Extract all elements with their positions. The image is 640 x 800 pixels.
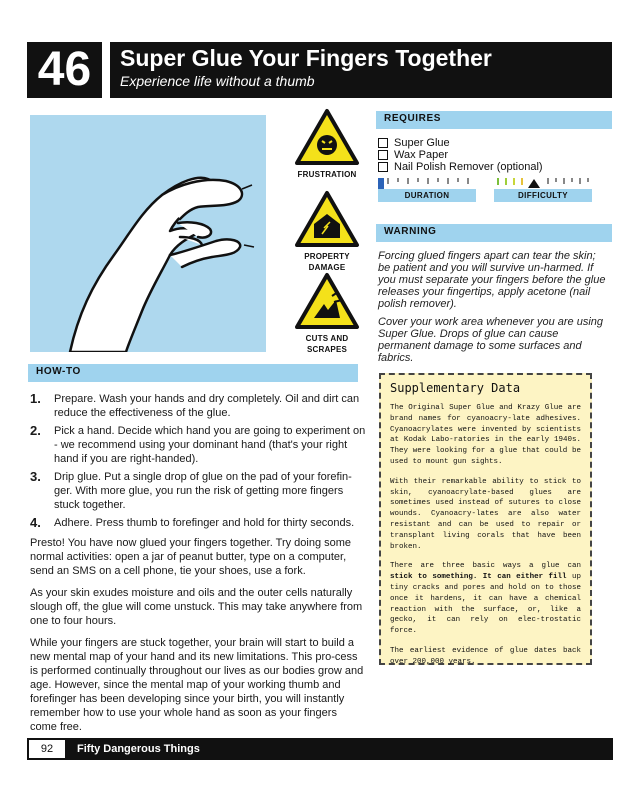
difficulty-scale [494,178,592,189]
checkbox[interactable] [378,138,388,148]
book-title: Fifty Dangerous Things [77,743,200,755]
hazard-label: PROPERTY DAMAGE [304,252,350,272]
hazard-label: FRUSTRATION [297,170,357,179]
warning-paragraph: Cover your work area whenever you are using Super Glue. Drops of glue can cause permanent damage to some surfaces and fabrics. [378,316,604,364]
supplementary-paragraph: The earliest evidence of glue dates back over 200,000 years. [390,646,581,666]
requires-heading: REQUIRES [384,113,442,124]
page-number: 92 [27,738,67,760]
howto-paragraph: Presto! You have now glued your fingers together. Try doing some normal activities: open a jar of peanut butter, type on a computer, send an SMS on a cell phone, tie your shoes, use a fork. [30,537,352,577]
duration-scale [378,178,476,189]
chapter-number: 46 [27,42,102,98]
supplementary-paragraph: With their remarkable ability to stick to skin, cyanoacrylate-based glues are sometimes used instead of sutures to close wounds. Cyanoacry-lates are also water resistant and can be used to repair or transplant living corals that have been broken. [390,477,581,551]
requires-header [376,111,612,129]
difficulty-label: DIFFICULTY [494,189,592,202]
checkbox[interactable] [378,150,388,160]
howto-header [28,364,358,382]
hazard-property-damage [288,190,366,273]
page-title: Super Glue Your Fingers Together [120,45,492,71]
hand-illustration [30,115,266,352]
list-item: Nail Polish Remover (optional) [378,161,608,173]
warning-header [376,224,612,242]
property-damage-icon [294,190,360,248]
title-bar [110,42,612,98]
supplementary-paragraph: The Original Super Glue and Krazy Glue are brand names for cyanoacry-late adhesives. Cyanoacrylates were invented by scientists at Kodak Labo-ratories in the early 1940s. They were looking for a glue that could be used to mount gun sights. [390,404,581,466]
hazard-label: CUTS AND SCRAPES [305,334,349,354]
frustration-icon [294,108,360,166]
checkbox[interactable] [378,162,388,172]
cuts-scrapes-icon [294,272,360,330]
howto-step: 4. Adhere. Press thumb to forefinger and hold for thirty seconds. [30,515,355,530]
supplementary-box [379,373,592,665]
supplementary-paragraph: There are three basic ways a glue can stick to something. It can either fill up tiny cracks and pores and hold on to those once it hardens, it can have a chemical reaction with the surface, or, like a gecko, it can rely on elec-trostatic force. [390,562,581,636]
howto-step: 3. Drip glue. Put a single drop of glue on the pad of your forefin-ger. With more glue, you run the risk of getting more fingers stuck together. [30,469,352,511]
howto-paragraph: While your fingers are stuck together, your brain will start to build a new mental map of your hand and its new limitations. This pro-cess is performed continually throughout our lives as our bodies grow and age. However, since the mental map of your working thumb and forefinger has been developing since your birth, you will instantly remember how to use your whole hand as soon as your fingers come free. [30,637,364,733]
requires-list [378,137,608,173]
list-item: Super Glue [378,137,608,149]
scale-ticks-icon [494,178,592,189]
hazard-cuts-scrapes [288,272,366,355]
hand-drawing-icon [30,115,266,352]
page-subtitle: Experience life without a thumb [120,73,315,89]
duration-label: DURATION [378,189,476,202]
warning-text [378,250,610,370]
howto-paragraph: As your skin exudes moisture and oils and the outer cells naturally slough off, the glue will come unstuck. This may take anywhere from one to four hours. [30,587,363,627]
howto-step: 1. Prepare. Wash your hands and dry completely. Oil and dirt can reduce the effectiveness of the glue. [30,391,360,419]
duration-meter [378,178,476,202]
howto-step: 2. Pick a hand. Decide which hand you are going to experiment on - we recommend using your dominant hand (that's your right hand if you are right-handed). [30,423,366,465]
scale-ticks-icon [378,178,476,189]
howto-body [30,392,366,742]
supplementary-title: Supplementary Data [390,381,521,395]
warning-heading: WARNING [384,226,437,237]
hazard-frustration [288,108,366,180]
howto-heading: HOW-TO [36,366,81,377]
difficulty-meter [494,178,592,202]
list-item: Wax Paper [378,149,608,161]
warning-paragraph: Forcing glued fingers apart can tear the skin; be patient and you will survive un-harmed. If you must separate your fingers before the glue releases your fingertips, apply acetone (nail polish remover). [378,250,606,310]
